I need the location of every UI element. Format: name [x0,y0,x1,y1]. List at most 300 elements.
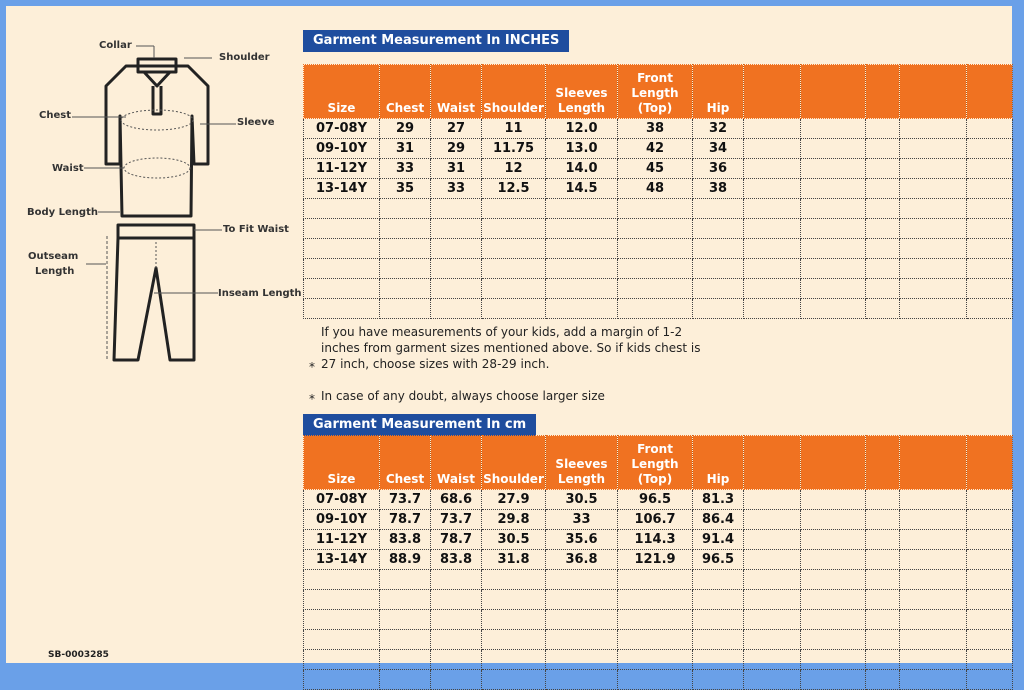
empty-header-cell [866,65,900,119]
empty-cell [618,199,693,219]
empty-cell [431,279,482,299]
table-cell: 31 [431,159,482,179]
note-margin [309,324,709,372]
empty-cell [618,239,693,259]
empty-cell [744,570,801,590]
empty-cell [304,199,380,219]
empty-cell [618,610,693,630]
empty-cell [431,219,482,239]
empty-cell [801,239,866,259]
empty-cell [900,630,967,650]
table-row [304,179,1013,199]
table-cell: 68.6 [431,490,482,510]
table-row [304,119,1013,139]
table-cell: 36 [693,159,744,179]
note-bullet: * [309,392,315,406]
empty-cell [380,279,431,299]
empty-cell [380,259,431,279]
empty-cell [546,610,618,630]
table-cell: 11 [482,119,546,139]
empty-cell [801,219,866,239]
label-chest: Chest [39,110,71,121]
table-cell: 13-14Y [304,179,380,199]
empty-cell [482,590,546,610]
empty-cell [967,550,1013,570]
table-cell: 33 [431,179,482,199]
empty-cell [801,610,866,630]
empty-cell [744,510,801,530]
empty-row [304,299,1013,319]
column-header: Hip [693,436,744,490]
table-cell: 30.5 [546,490,618,510]
empty-cell [546,670,618,690]
table-cell: 29 [431,139,482,159]
table-cell: 12.0 [546,119,618,139]
empty-cell [431,610,482,630]
empty-cell [900,119,967,139]
notes [309,324,709,404]
table-cell: 33 [380,159,431,179]
table-cell: 96.5 [693,550,744,570]
table-cell: 81.3 [693,490,744,510]
empty-cell [900,199,967,219]
empty-cell [693,299,744,319]
table-cell: 33 [546,510,618,530]
empty-cell [801,159,866,179]
label-outseam-length: Length [35,266,75,277]
empty-cell [744,279,801,299]
empty-header-cell [967,436,1013,490]
empty-cell [546,299,618,319]
empty-cell [380,570,431,590]
table-row [304,490,1013,510]
empty-cell [744,490,801,510]
empty-cell [900,279,967,299]
empty-cell [866,630,900,650]
table-row [304,530,1013,550]
cm-table-title: Garment Measurement In cm [303,414,536,436]
table-cell: 114.3 [618,530,693,550]
empty-cell [967,279,1013,299]
empty-cell [380,219,431,239]
empty-cell [866,570,900,590]
empty-cell [744,199,801,219]
empty-cell [801,590,866,610]
empty-cell [431,670,482,690]
table-cell: 42 [618,139,693,159]
empty-cell [744,139,801,159]
table-cell: 12.5 [482,179,546,199]
empty-cell [482,199,546,219]
empty-cell [801,490,866,510]
empty-cell [744,630,801,650]
empty-cell [900,590,967,610]
empty-cell [693,199,744,219]
empty-cell [866,139,900,159]
empty-cell [866,530,900,550]
empty-cell [801,550,866,570]
empty-cell [546,219,618,239]
empty-row [304,259,1013,279]
empty-header-cell [967,65,1013,119]
inches-table-wrap [303,64,1012,319]
table-cell: 29.8 [482,510,546,530]
empty-cell [744,259,801,279]
empty-cell [304,630,380,650]
empty-cell [431,239,482,259]
note-larger-size [309,388,709,404]
empty-cell [693,610,744,630]
column-header: Sleeves Length [546,436,618,490]
empty-cell [482,630,546,650]
empty-cell [546,570,618,590]
empty-cell [967,259,1013,279]
table-cell: 83.8 [380,530,431,550]
empty-cell [744,530,801,550]
empty-cell [900,610,967,630]
empty-row [304,570,1013,590]
empty-cell [967,670,1013,690]
empty-cell [967,510,1013,530]
note-margin-text: If you have measurements of your kids, add a margin of 1-2 inches from garment sizes mentioned above. So if kids chest is 27 inch, choose sizes with 28-29 inch. [321,325,701,371]
empty-cell [866,510,900,530]
empty-cell [304,299,380,319]
empty-cell [693,279,744,299]
empty-cell [744,159,801,179]
empty-cell [900,179,967,199]
table-row [304,159,1013,179]
table-cell: 29 [380,119,431,139]
empty-cell [801,570,866,590]
empty-cell [801,199,866,219]
empty-cell [866,199,900,219]
empty-cell [431,199,482,219]
empty-cell [967,490,1013,510]
table-cell: 73.7 [380,490,431,510]
table-cell: 106.7 [618,510,693,530]
empty-row [304,610,1013,630]
empty-header-cell [866,436,900,490]
empty-cell [304,590,380,610]
table-cell: 38 [618,119,693,139]
empty-cell [967,159,1013,179]
empty-cell [967,119,1013,139]
table-cell: 13.0 [546,139,618,159]
inches-table-title: Garment Measurement In INCHES [303,30,569,52]
table-cell: 27 [431,119,482,139]
table-cell: 11-12Y [304,530,380,550]
empty-cell [482,279,546,299]
cm-table [303,435,1013,690]
empty-cell [967,199,1013,219]
column-header: Size [304,65,380,119]
table-cell: 09-10Y [304,139,380,159]
empty-cell [380,239,431,259]
table-cell: 14.5 [546,179,618,199]
header-row [304,65,1013,119]
empty-cell [618,299,693,319]
column-header: Front Length (Top) [618,65,693,119]
empty-cell [482,570,546,590]
cm-table-wrap [303,435,1012,690]
table-cell: 86.4 [693,510,744,530]
column-header: Hip [693,65,744,119]
empty-cell [967,530,1013,550]
column-header: Sleeves Length [546,65,618,119]
empty-cell [801,139,866,159]
empty-cell [900,239,967,259]
empty-cell [431,630,482,650]
empty-cell [801,279,866,299]
empty-cell [866,490,900,510]
empty-cell [866,610,900,630]
label-collar: Collar [99,40,132,51]
column-header: Shoulder [482,436,546,490]
empty-header-cell [900,436,967,490]
empty-row [304,199,1013,219]
empty-cell [900,219,967,239]
empty-cell [380,299,431,319]
empty-cell [967,570,1013,590]
label-sleeve: Sleeve [237,117,275,128]
empty-cell [304,570,380,590]
table-cell: 121.9 [618,550,693,570]
table-cell: 88.9 [380,550,431,570]
table-row [304,510,1013,530]
empty-cell [744,299,801,319]
table-cell: 30.5 [482,530,546,550]
empty-cell [744,119,801,139]
empty-cell [801,510,866,530]
note-bullet: * [309,360,315,374]
label-body-length: Body Length [27,207,98,218]
empty-cell [482,259,546,279]
table-cell: 45 [618,159,693,179]
empty-cell [900,550,967,570]
empty-cell [967,630,1013,650]
column-header: Size [304,436,380,490]
empty-header-cell [801,436,866,490]
empty-cell [801,299,866,319]
table-cell: 73.7 [431,510,482,530]
empty-cell [304,259,380,279]
empty-cell [546,239,618,259]
empty-cell [693,670,744,690]
note-larger-size-text: In case of any doubt, always choose larger size [321,389,605,403]
empty-cell [744,610,801,630]
table-cell: 07-08Y [304,119,380,139]
empty-cell [900,490,967,510]
empty-cell [744,550,801,570]
label-shoulder: Shoulder [219,52,270,63]
empty-cell [866,259,900,279]
empty-cell [866,670,900,690]
empty-cell [618,279,693,299]
empty-cell [900,259,967,279]
empty-cell [618,219,693,239]
empty-cell [900,510,967,530]
empty-cell [900,530,967,550]
column-header: Waist [431,436,482,490]
table-cell: 13-14Y [304,550,380,570]
empty-cell [546,630,618,650]
table-cell: 12 [482,159,546,179]
inches-table [303,64,1013,319]
table-cell: 34 [693,139,744,159]
table-row [304,550,1013,570]
label-outseam: Outseam [28,251,79,262]
table-cell: 35 [380,179,431,199]
table-row [304,139,1013,159]
empty-cell [866,590,900,610]
empty-cell [967,610,1013,630]
empty-header-cell [744,65,801,119]
empty-cell [967,139,1013,159]
empty-cell [618,630,693,650]
table-cell: 14.0 [546,159,618,179]
empty-cell [380,670,431,690]
column-header: Waist [431,65,482,119]
empty-cell [967,219,1013,239]
empty-cell [900,570,967,590]
empty-header-cell [900,65,967,119]
table-cell: 11.75 [482,139,546,159]
label-waist: Waist [52,163,84,174]
empty-cell [304,610,380,630]
table-cell: 78.7 [380,510,431,530]
empty-cell [618,570,693,590]
empty-cell [866,179,900,199]
empty-cell [900,139,967,159]
empty-row [304,590,1013,610]
kurta-pyjama-illustration [6,6,316,386]
empty-cell [618,670,693,690]
empty-cell [967,590,1013,610]
empty-cell [431,299,482,319]
empty-header-cell [744,436,801,490]
table-cell: 36.8 [546,550,618,570]
empty-row [304,670,1013,690]
empty-cell [866,159,900,179]
empty-cell [900,299,967,319]
empty-cell [693,259,744,279]
empty-cell [693,239,744,259]
product-code: SB-0003285 [48,650,109,660]
empty-cell [304,279,380,299]
table-cell: 31.8 [482,550,546,570]
empty-cell [744,590,801,610]
empty-cell [482,670,546,690]
empty-cell [482,239,546,259]
empty-cell [546,259,618,279]
column-header: Shoulder [482,65,546,119]
empty-cell [801,530,866,550]
empty-cell [801,119,866,139]
table-cell: 48 [618,179,693,199]
empty-cell [380,199,431,219]
empty-cell [900,159,967,179]
empty-cell [744,179,801,199]
empty-cell [693,590,744,610]
table-cell: 11-12Y [304,159,380,179]
table-cell: 35.6 [546,530,618,550]
empty-row [304,630,1013,650]
empty-cell [967,239,1013,259]
garment-diagram [6,6,316,386]
table-cell: 96.5 [618,490,693,510]
table-cell: 09-10Y [304,510,380,530]
empty-cell [744,239,801,259]
empty-cell [801,259,866,279]
empty-cell [546,279,618,299]
empty-row [304,239,1013,259]
empty-cell [801,670,866,690]
empty-cell [482,219,546,239]
column-header: Chest [380,65,431,119]
empty-cell [866,299,900,319]
table-cell: 31 [380,139,431,159]
empty-cell [431,259,482,279]
empty-cell [744,670,801,690]
header-row [304,436,1013,490]
table-cell: 32 [693,119,744,139]
empty-row [304,219,1013,239]
empty-row [304,279,1013,299]
table-cell: 07-08Y [304,490,380,510]
empty-cell [693,219,744,239]
table-cell: 78.7 [431,530,482,550]
table-cell: 27.9 [482,490,546,510]
empty-cell [866,550,900,570]
empty-cell [304,219,380,239]
empty-header-cell [801,65,866,119]
empty-cell [744,219,801,239]
table-cell: 91.4 [693,530,744,550]
empty-cell [967,179,1013,199]
table-cell: 83.8 [431,550,482,570]
empty-cell [482,299,546,319]
label-inseam-length: Inseam Length [218,288,302,299]
empty-cell [431,590,482,610]
empty-cell [900,670,967,690]
size-chart-sheet [6,6,1012,663]
empty-cell [431,570,482,590]
empty-cell [866,239,900,259]
empty-cell [866,219,900,239]
empty-cell [304,670,380,690]
empty-cell [380,630,431,650]
empty-cell [380,610,431,630]
empty-cell [801,179,866,199]
empty-cell [482,610,546,630]
empty-cell [546,199,618,219]
empty-cell [967,299,1013,319]
column-header: Chest [380,436,431,490]
label-to-fit-waist: To Fit Waist [223,224,289,235]
empty-cell [693,630,744,650]
table-cell: 38 [693,179,744,199]
empty-cell [618,259,693,279]
empty-cell [866,279,900,299]
empty-cell [866,119,900,139]
empty-cell [380,590,431,610]
empty-cell [304,239,380,259]
empty-cell [693,570,744,590]
empty-cell [546,590,618,610]
empty-cell [801,630,866,650]
column-header: Front Length (Top) [618,436,693,490]
empty-cell [618,590,693,610]
